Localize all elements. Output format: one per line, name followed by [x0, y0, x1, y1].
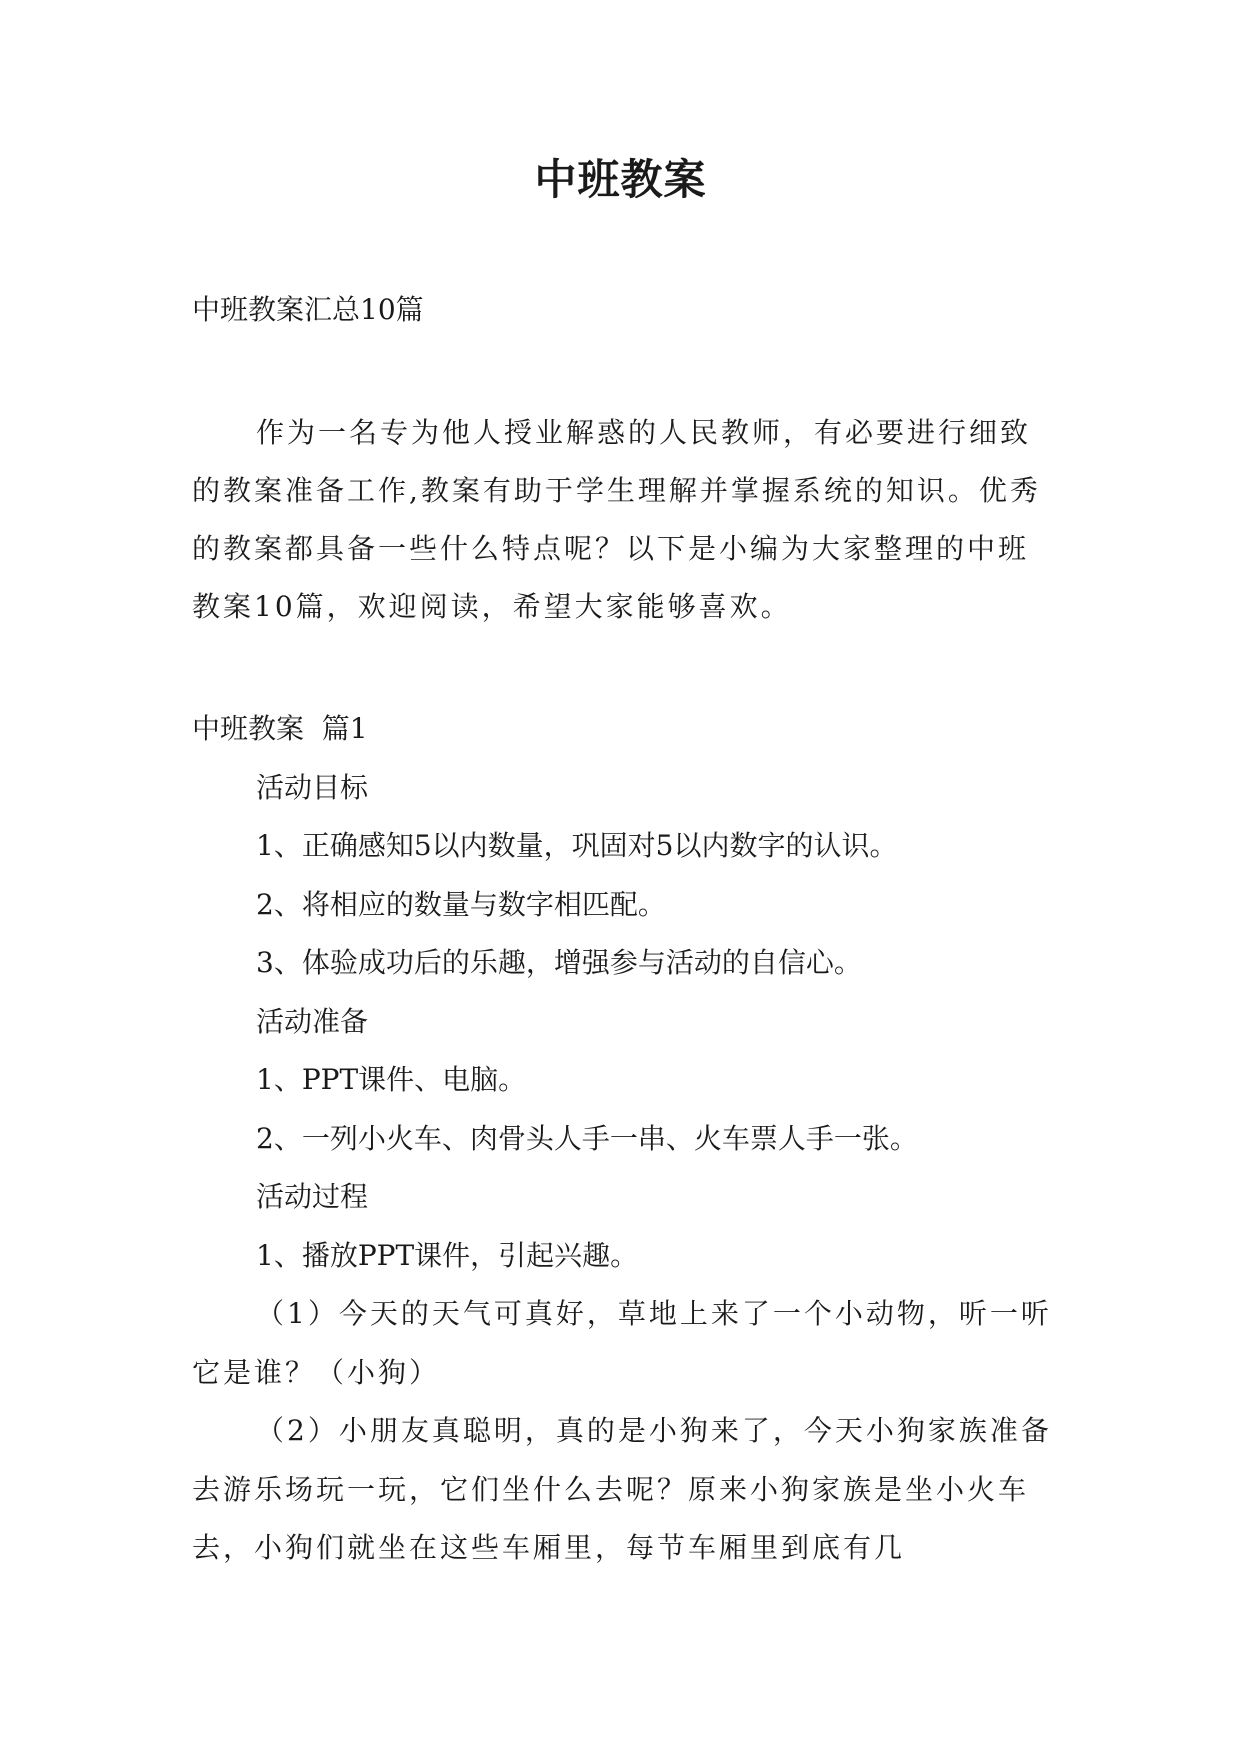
goal-item: 2、将相应的数量与数字相匹配。 — [256, 887, 666, 921]
process-item: 1、播放PPT课件，引起兴趣。 — [256, 1238, 639, 1272]
section-heading: 中班教案 篇1 — [192, 712, 368, 745]
process-heading: 活动过程 — [256, 1180, 369, 1213]
intro-text: 作为一名专为他人授业解惑的人民教师，有必要进行细致的教案准备工作,教案有助于学生理解并掌握系统的知识。优秀的教案都具备一些什么特点呢？以下是小编为大家整理的中班教案10篇，欢迎阅读，希望大家能够喜欢。 — [192, 416, 1041, 623]
process-paragraph: （1）今天的天气可真好，草地上来了一个小动物，听一听它是谁？（小狗） — [192, 1297, 1052, 1389]
process-paragraph: （2）小朋友真聪明，真的是小狗来了，今天小狗家族准备去游乐场玩一玩，它们坐什么去呢？原来小狗家族是坐小火车去，小狗们就坐在这些车厢里，每节车厢里到底有几 — [192, 1414, 1052, 1564]
goal-item: 3、体验成功后的乐趣，增强参与活动的自信心。 — [256, 946, 862, 979]
document-title: 中班教案 — [534, 155, 707, 204]
intro-paragraph — [192, 404, 1054, 636]
section-1 — [192, 700, 1054, 1578]
goals-heading: 活动目标 — [256, 770, 369, 804]
prep-item: 1、PPT课件、电脑。 — [256, 1063, 527, 1096]
prep-item: 2、一列小火车、肉骨头人手一串、火车票人手一张。 — [256, 1121, 918, 1155]
document-subtitle: 中班教案汇总10篇 — [192, 293, 424, 326]
goal-item: 1、正确感知5以内数量，巩固对5以内数字的认识。 — [256, 829, 898, 862]
prep-heading: 活动准备 — [256, 1004, 369, 1038]
